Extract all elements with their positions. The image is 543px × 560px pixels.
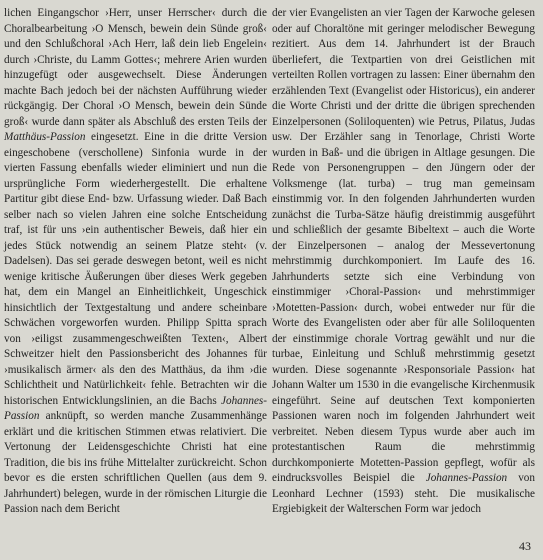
- page-number: 43: [519, 539, 531, 553]
- left-text-3: anknüpft, so werden manche Zusammenhänge erklärt und die kritischen Stimmen etwas relativiert. Die Vertonung der Leidensgeschichte Christi hat eine Tradition, die bis ins frühe Mittelalter zurückreicht. Schon bevor es die ersten schriftlichen Quellen (aus dem 9. Jahrhundert) belegen, wurde in der römischen Liturgie die Passion nach dem Bericht: [4, 410, 267, 515]
- right-column: [272, 6, 535, 518]
- left-column: [4, 6, 267, 518]
- right-text-1: der vier Evangelisten an vier Tagen der Karwoche gelesen oder auf Choraltöne mit geringer melodischer Bewegung rezitiert. Aus dem 14. Jahrhundert ist der Brauch überliefert, die Textpartien von drei Geistlichen mit verteilten Rollen vortragen zu lassen: Einer übernahm den erzählenden Text (Evangelist oder Historicus), ein anderer die Worte Christi und der dritte die übrigen sprechenden Einzelpersonen (Soliloquenten) wie Petrus, Pilatus, Judas usw. Der Erzähler sang in Tenorlage, Christi Worte wurden in Baß- und die übrigen in Altlage gesungen. Die Rede von Personengruppen – den Jüngern oder der Volksmenge (lat. turba) – trug man gemeinsam einstimmig vor. In den folgenden Jahrhunderten wurden zunächst die Turba-Sätze häufig dreistimmig ausgeführt und schließlich der gesamte Bibeltext – auch die Worte der Einzelpersonen – analog der Messevertonung mehrstimmig durchkomponiert. Im Laufe des 16. Jahrhunderts setzte sich eine Verbindung von einstimmiger ›Choral-Passion‹ und mehrstimmiger ›Motetten-Passion‹ durch, wobei entweder nur für die Worte des Evangelisten oder aber für alle Soliloquenten der einstimmige chorale Vortrag gewählt und nur die turbae, Einleitung und Schluß mehrstimmig gesetzt wurden. Diese sogenannte ›Responsoriale Passion‹ hat Johann Walter um 1530 in die evangelische Kirchenmusik eingeführt. Seine auf deutschen Text komponierten Passionen waren noch im folgenden Jahrhundert weit verbreitet. Neben diesem Typus wurde aber auch im protestantischen Raum die mehrstimmig durchkomponierte Motetten-Passion gepflegt, wofür als eindrucksvolles Beispiel die: [272, 7, 535, 484]
- right-text-2: von Leonhard Lechner (1593) steht. Die musikalische Ergiebigkeit der Walterschen Form war jedoch: [272, 472, 535, 515]
- left-paragraph: [4, 6, 267, 518]
- right-work-title-1: Johannes-Passion: [425, 472, 508, 484]
- right-paragraph: [272, 6, 535, 518]
- left-work-title-1: Matthäus-Passion: [4, 131, 86, 143]
- left-work-title-2: Johannes-Passion: [4, 394, 267, 422]
- left-text-1: lichen Eingangschor ›Herr, unser Herrscher‹ durch die Choralbearbeitung ›O Mensch, bewein dein Sünde groß‹ und den Schlußchoral ›Ach Herr, laß dein lieb Engelein‹ durch ›Christe, du Lamm Gottes‹; mehrere Arien wurden hinzugefügt oder ausgewechselt. Diese Änderungen machte Bach jedoch bei der nächsten Aufführung wieder rückgängig. Der Choral ›O Mensch, bewein dein Sünde groß‹ wurde dann später als Abschluß des ersten Teils der: [4, 7, 267, 128]
- text-columns: [4, 6, 535, 518]
- left-text-2: eingesetzt. Eine in die dritte Version eingeschobene (verschollene) Sinfonia wurde in der vierten Fassung ebenfalls wieder eliminiert und nun die ursprüngliche Form wiederhergestellt. Die erhaltene Partitur gibt diese End- bzw. Urfassung wieder. Daß Bach selber nach so vielen Jahren eine solche Entscheidung traf, ist für uns ›ein authentischer Beweis, daß hier ein jedes Stück notwendig an seinem Platze steht‹ (v. Dadelsen). Das sei gerade deswegen betont, weil es nicht wenige kritische Äußerungen über dieses Werk gegeben hat, dem ein Mangel an Einheitlichkeit, Ungeschick hinsichtlich der Textgestaltung und andere scheinbare Schwächen vorgeworfen wurden. Philipp Spitta sprach von ›eiligst zusammengeschweißten Texten‹, Albert Schweitzer hielt den Passionsbericht des Johannes für ›musikalisch ärmer‹ als den des Matthäus, da ihm ›die Schlichtheit und Natürlichkeit‹ fehle. Betrachten wir die historischen Entwicklungslinien, an die Bachs: [4, 131, 267, 407]
